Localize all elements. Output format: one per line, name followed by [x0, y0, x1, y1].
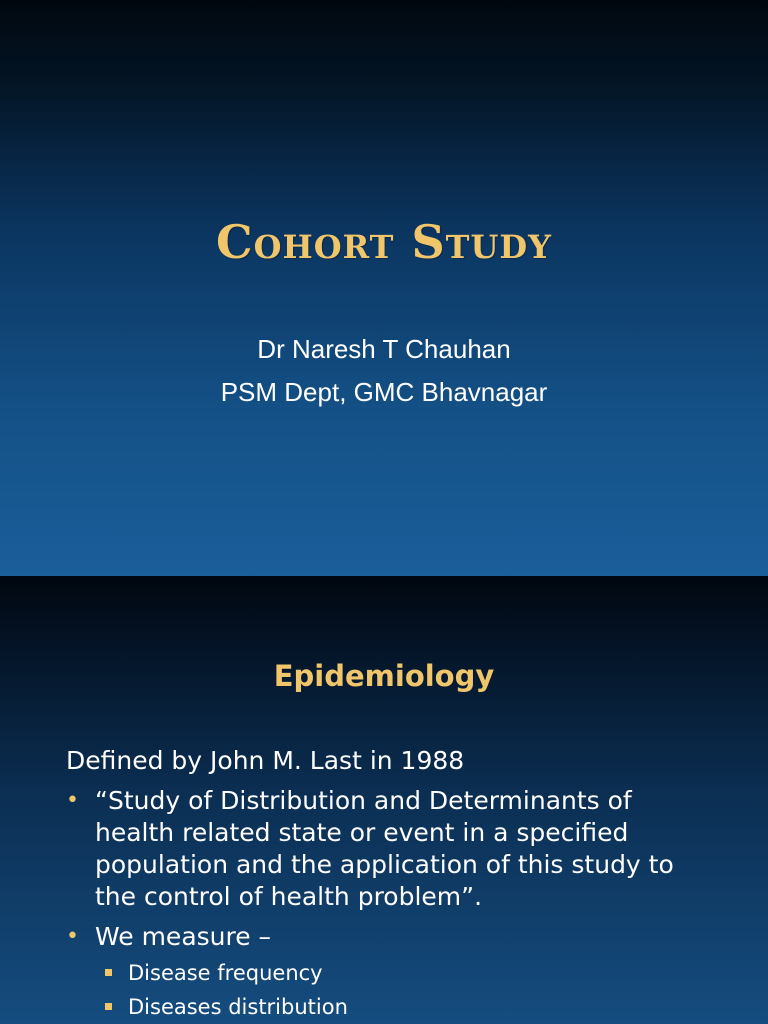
square-bullet-icon: [105, 1003, 112, 1010]
round-bullet-icon: •: [66, 924, 79, 949]
definition-intro: Defined by John M. Last in 1988: [66, 746, 465, 775]
square-bullet-icon: [105, 969, 112, 976]
content-slide: [0, 576, 768, 1024]
author-name: Dr Naresh T Chauhan: [257, 334, 511, 364]
sub-bullet-text: Disease frequency: [128, 961, 323, 985]
bullet-text: We measure –: [95, 922, 272, 951]
bullet-text: “Study of Distribution and Determinants of health related state or event in a specified population and the application of this study to the control of health problem”.: [95, 786, 674, 911]
author-affiliation: PSM Dept, GMC Bhavnagar: [220, 377, 548, 407]
slide-heading: Epidemiology: [273, 659, 495, 693]
slide-title: Cohort Study: [216, 215, 552, 269]
round-bullet-icon: •: [66, 788, 79, 813]
sub-bullet-text: Diseases distribution: [128, 995, 348, 1019]
